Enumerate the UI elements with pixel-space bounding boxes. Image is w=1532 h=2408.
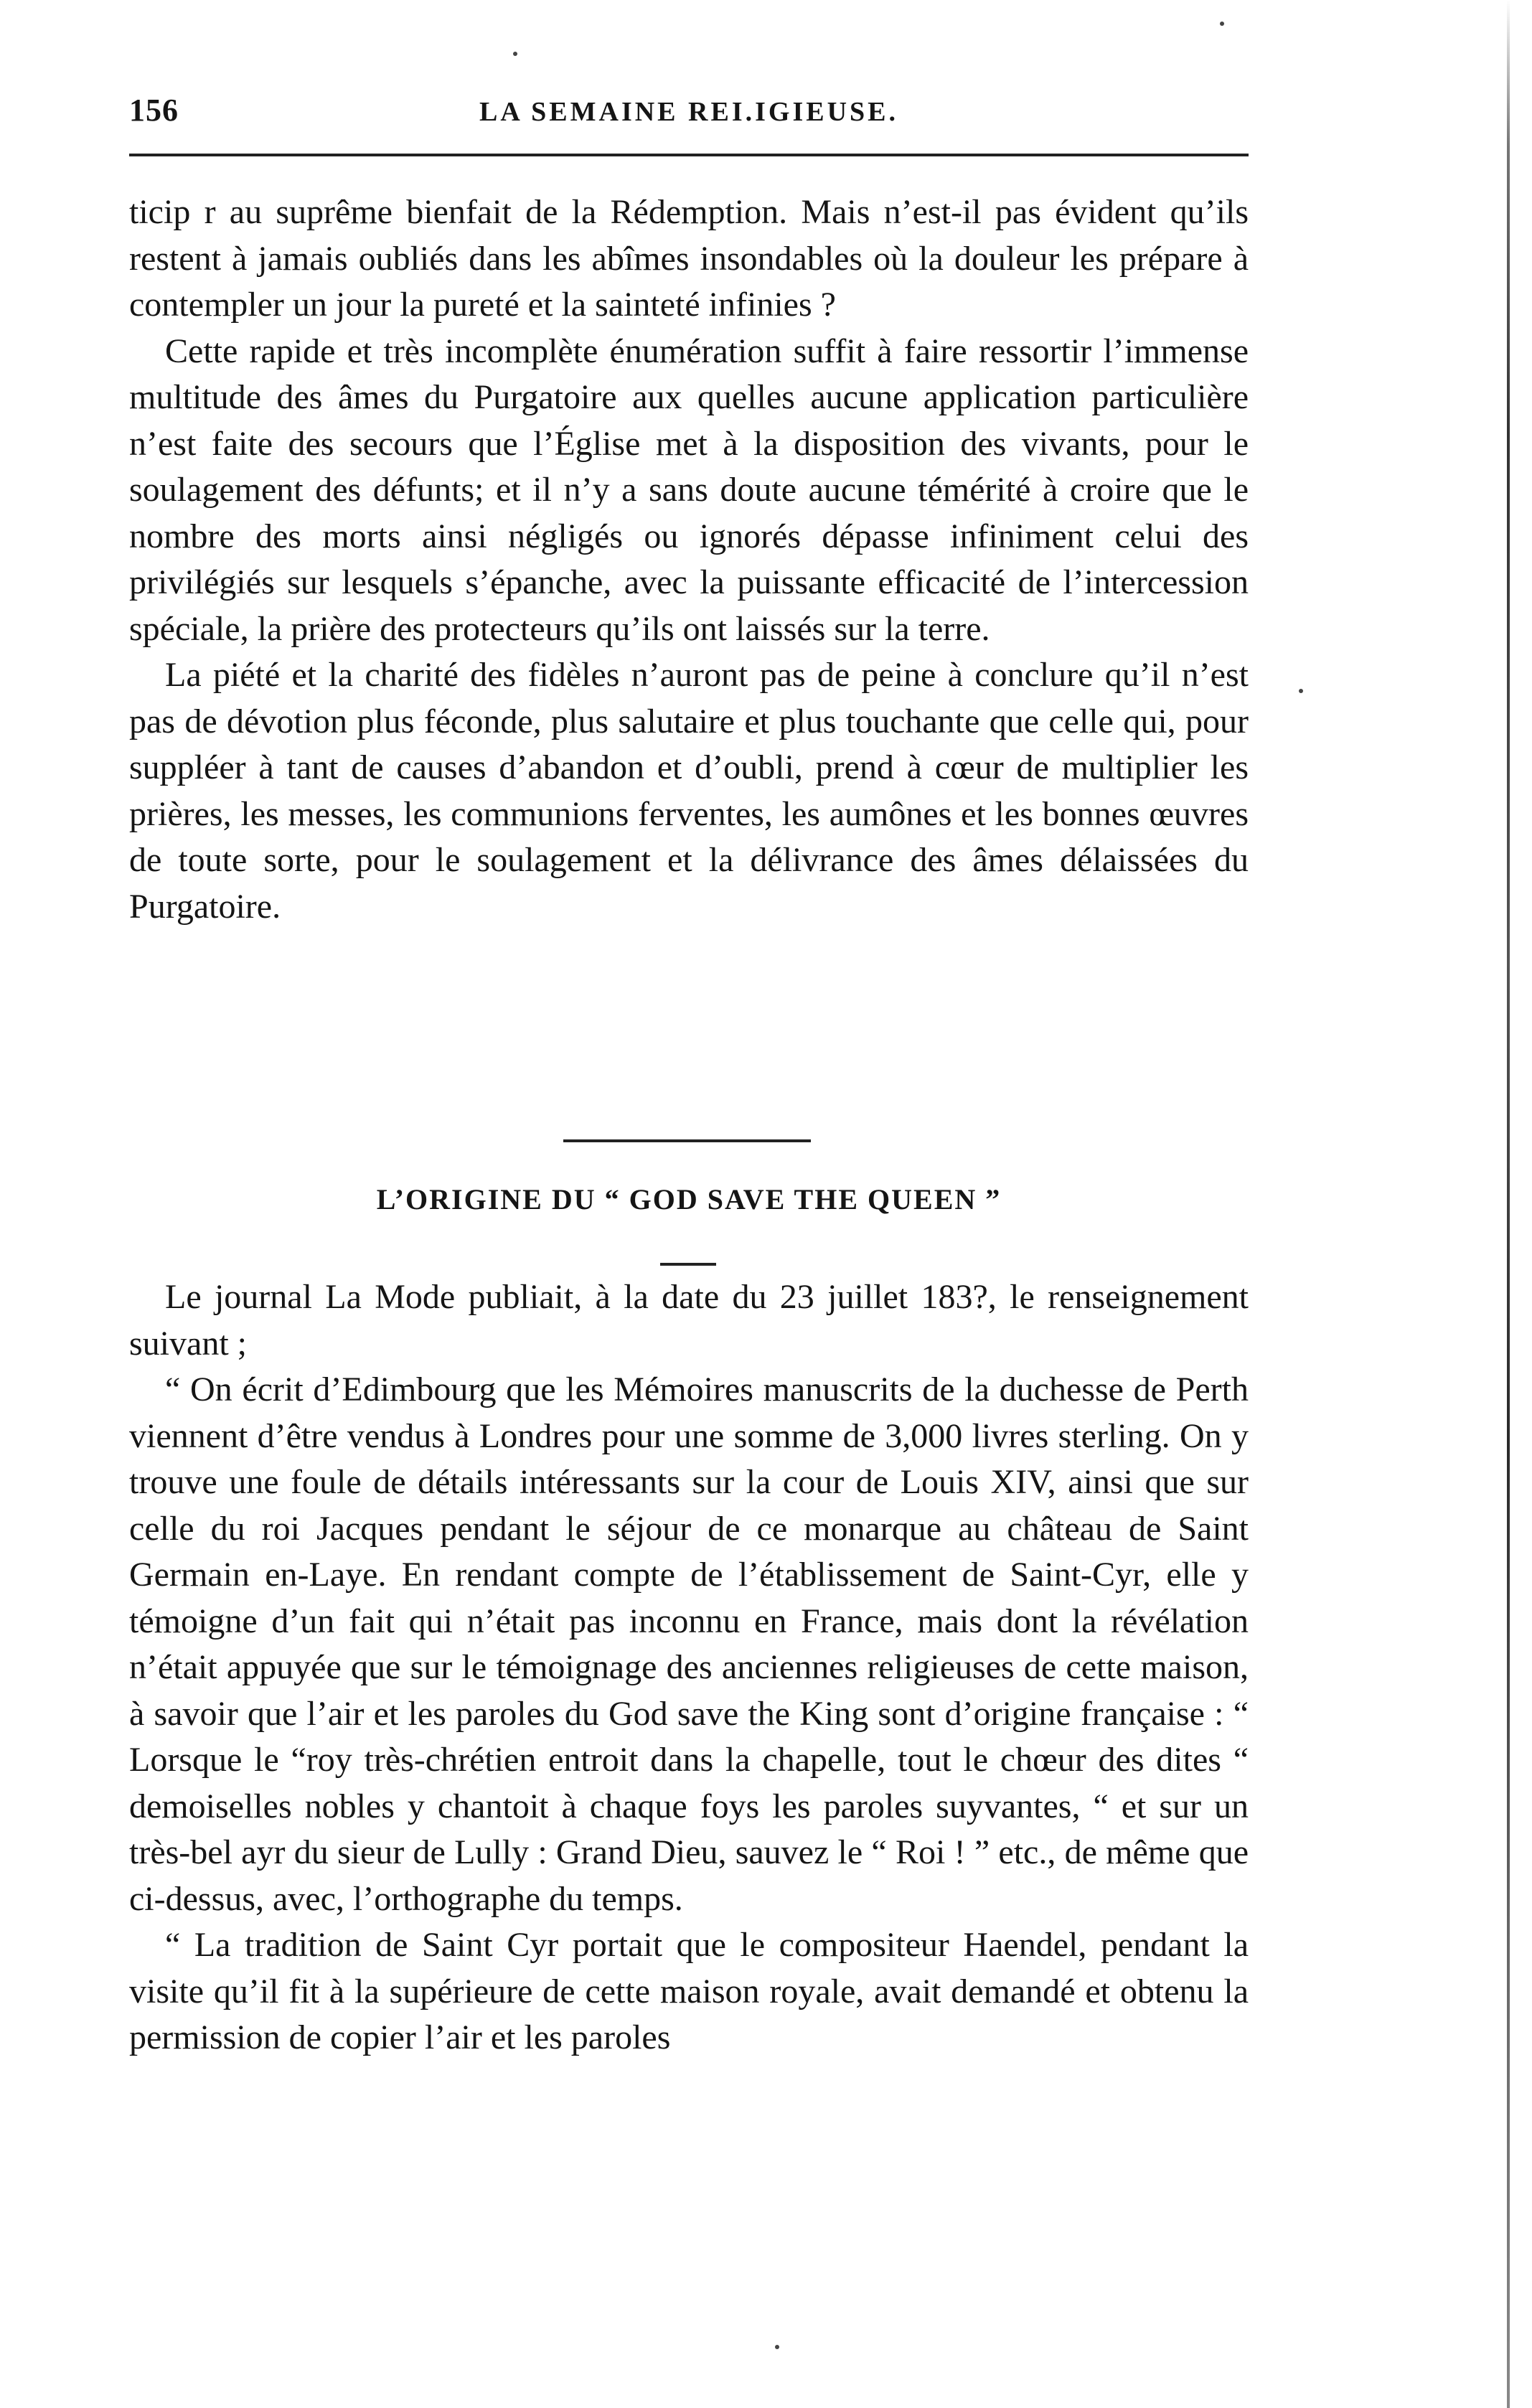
title-underline [660,1263,716,1266]
scan-edge-line [1507,0,1510,2408]
header-rule [129,154,1249,156]
page-header [129,92,1249,135]
paragraph: ticip r au suprême bienfait de la Rédemption. Mais n’est-il pas évident qu’ils restent à jamais oubliés dans les abîmes insondables où la douleur les prépare à contempler un jour la pureté et la sainteté infinies ? [129,193,1249,324]
running-title: LA SEMAINE REI.IGIEUSE. [479,97,899,127]
paragraph: “ La tradition de Saint Cyr portait que le compositeur Haendel, pendant la visite qu’il fit à la supérieure de cette maison royale, avait demandé et obtenu la permission de copier l’air et les paroles [129,1926,1249,2056]
scan-speck [1220,22,1224,26]
section-divider [563,1139,811,1142]
paragraph: “ On écrit d’Edimbourg que les Mémoires manuscrits de la duchesse de Perth viennent d’être vendus à Londres pour une somme de 3,000 livres sterling. On y trouve une foule de détails intéressants sur la cour de Louis XIV, ainsi que sur celle du roi Jacques pendant le séjour de ce monarque au château de Saint Germain en-Laye. En rendant compte de l’établissement de Saint-Cyr, elle y témoigne d’un fait qui n’était pas inconnu en France, mais dont la révélation n’était appuyée que sur le témoignage des anciennes religieuses de cette maison, à savoir que l’air et les paroles du God save the King sont d’origine française : “ Lorsque le “roy très-chrétien entroit dans la chapelle, tout le chœur des dites “ demoiselles nobles y chantoit à chaque foys les paroles suyvantes, “ et sur un très-bel ayr du sieur de Lully : Grand Dieu, sauvez le “ Roi ! ” etc., de même que ci-dessus, avec, l’orthographe du temps. [129,1370,1249,1918]
document-page [129,0,1249,2408]
scan-speck [513,52,517,56]
paragraph: Cette rapide et très incomplète énumération suffit à faire ressortir l’immense multitude des âmes du Purgatoire aux quelles aucune application particulière n’est faite des secours que l’Église met à la disposition des vivants, pour le soulagement des défunts; et il n’y a sans doute aucune témérité à croire que le nombre des morts ainsi négligés ou ignorés dépasse infiniment celui des privilégiés sur lesquels s’épanche, avec la puissante efficacité de l’intercession spéciale, la prière des protecteurs qu’ils ont laissés sur la terre. [129,331,1249,648]
paragraph: La piété et la charité des fidèles n’auront pas de peine à conclure qu’il n’est pas de dévotion plus féconde, plus salutaire et plus touchante que celle qui, pour suppléer à tant de causes d’abandon et d’oubli, prend à cœur de multiplier les prières, les messes, les communions ferventes, les aumônes et les bonnes œuvres de toute sorte, pour le soulagement et la délivrance des âmes délaissées du Purgatoire. [129,656,1249,926]
scan-speck [1299,689,1303,693]
body-text-bottom [129,1274,1249,2061]
paragraph: Le journal La Mode publiait, à la date du 23 juillet 183?, le renseignement suivant ; [129,1278,1249,1363]
body-text-top [129,189,1249,930]
scan-speck [775,2345,779,2349]
page-number: 156 [129,93,179,128]
section-title: L’ORIGINE DU “ GOD SAVE THE QUEEN ” [376,1183,1002,1215]
